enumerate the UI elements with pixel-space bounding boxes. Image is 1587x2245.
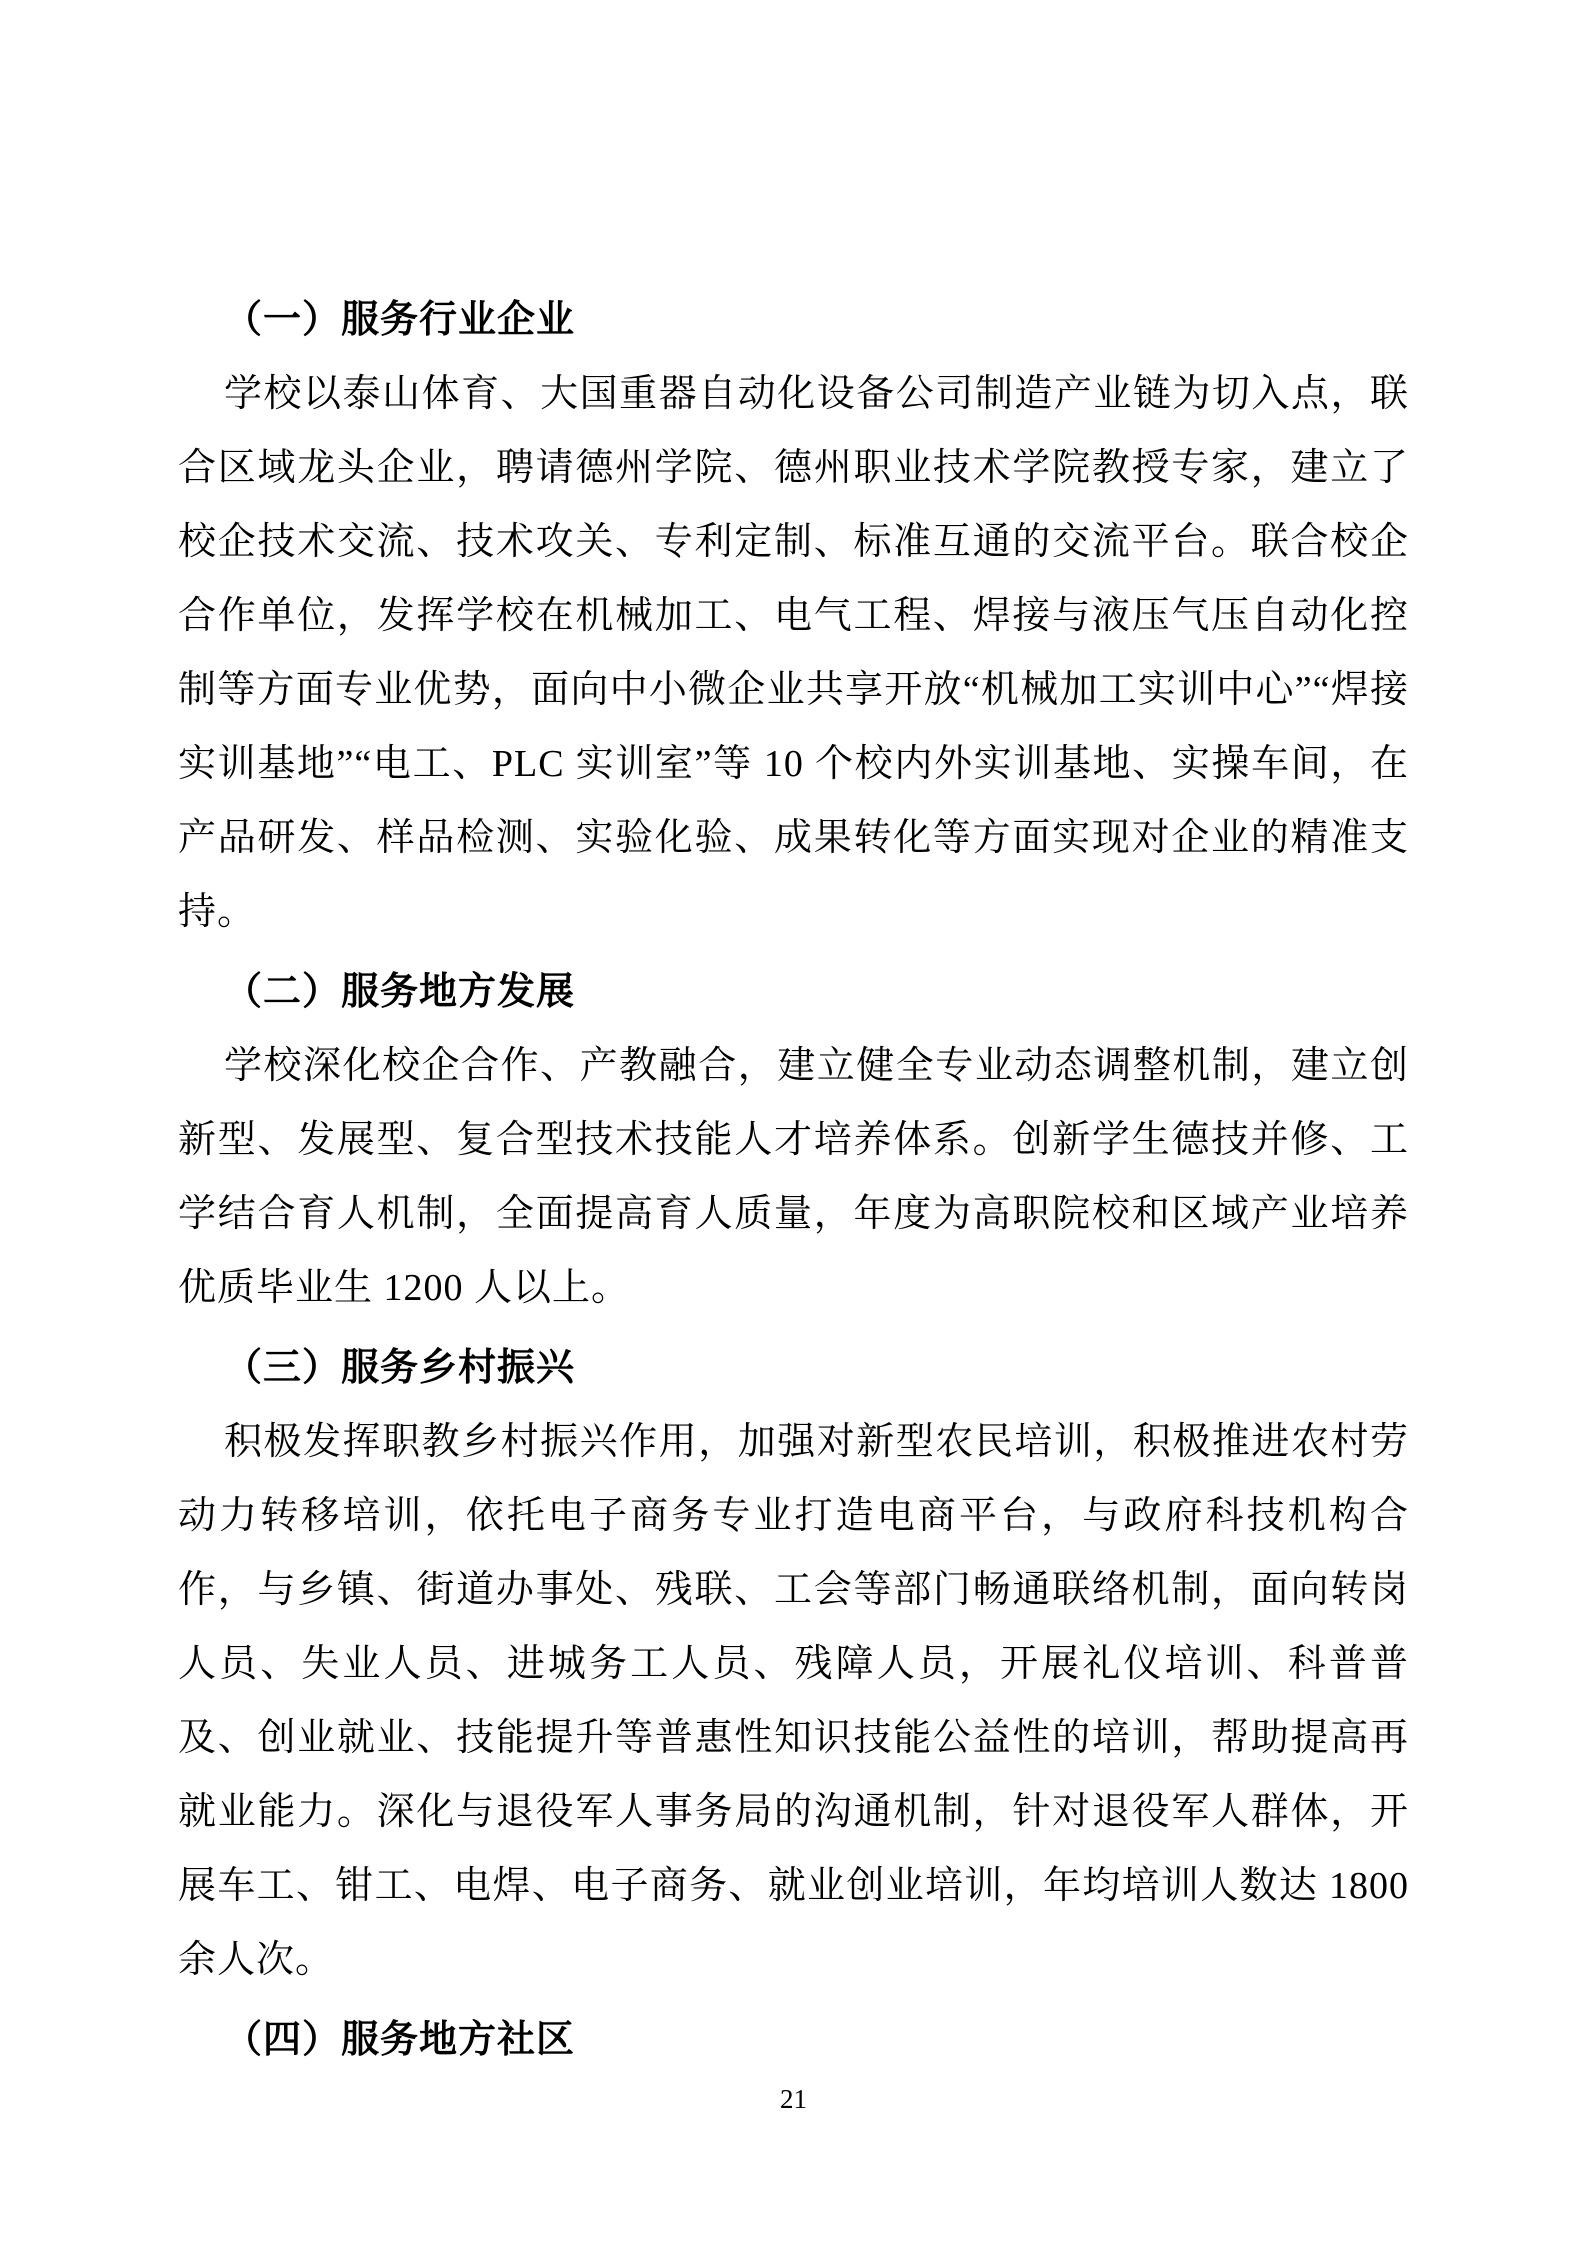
- page-number: 21: [780, 2084, 807, 2114]
- section-heading-service-rural-revitalization: （三）服务乡村振兴: [224, 1347, 576, 1389]
- section-heading-service-local-community: （四）服务地方社区: [224, 2019, 576, 2061]
- section-paragraph-service-industry-enterprises: 学校以泰山体育、大国重器自动化设备公司制造产业链为切入点，联合区域龙头企业，聘请德州学院、德州职业技术学院教授专家，建立了校企技术交流、技术攻关、专利定制、标准互通的交流平台。联合校企合作单位，发挥学校在机械加工、电气工程、焊接与液压气压自动化控制等方面专业优势，面向中小微企业共享开放“机械加工实训中心”“焊接实训基地”“电工、PLC 实训室”等 10 个校内外实训基地、实操车间，在产品研发、样品检测、实验化验、成果转化等方面实现对企业的精准支持。: [178, 373, 1409, 933]
- section-paragraph-service-rural-revitalization: 积极发挥职教乡村振兴作用，加强对新型农民培训，积极推进农村劳动力转移培训，依托电子商务专业打造电商平台，与政府科技机构合作，与乡镇、街道办事处、残联、工会等部门畅通联络机制，面向转岗人员、失业人员、进城务工人员、残障人员，开展礼仪培训、科普普及、创业就业、技能提升等普惠性知识技能公益性的培训，帮助提高再就业能力。深化与退役军人事务局的沟通机制，针对退役军人群体，开展车工、钳工、电焊、电子商务、就业创业培训，年均培训人数达 1800 余人次。: [178, 1421, 1409, 1981]
- section-paragraph-service-local-development: 学校深化校企合作、产教融合，建立健全专业动态调整机制，建立创新型、发展型、复合型技术技能人才培养体系。创新学生德技并修、工学结合育人机制，全面提高育人质量，年度为高职院校和区域产业培养优质毕业生 1200 人以上。: [178, 1045, 1409, 1309]
- section-heading-service-local-development: （二）服务地方发展: [224, 971, 576, 1013]
- document-body: [178, 283, 1409, 2077]
- section-heading-service-industry-enterprises: （一）服务行业企业: [224, 299, 576, 341]
